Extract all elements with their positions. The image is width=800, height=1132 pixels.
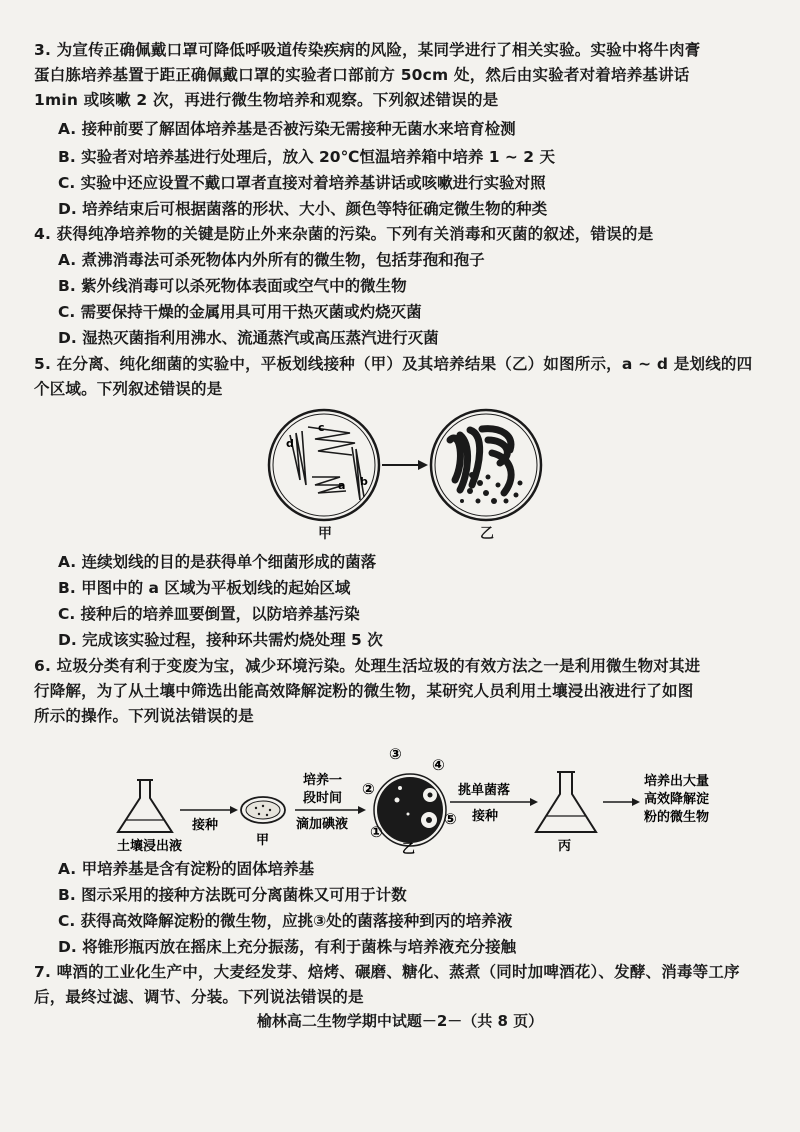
q6-line-3: 所示的操作。下列说法错误的是 bbox=[34, 707, 254, 725]
q6-option-c: C. 获得高效降解淀粉的微生物，应挑③处的菌落接种到丙的培养液 bbox=[58, 912, 513, 930]
dish-jia-label: 甲 bbox=[256, 833, 270, 848]
result-line-1: 培养出大量 bbox=[644, 774, 710, 789]
dish-jia bbox=[241, 797, 285, 823]
q6-line-2: 行降解，为了从土壤中筛选出能高效降解淀粉的微生物，某研究人员利用土壤浸出液进行了如图 bbox=[34, 682, 694, 700]
page-footer: 榆林高二生物学期中试题－2－（共 8 页） bbox=[256, 1012, 544, 1030]
plate-jia-label: 甲 bbox=[318, 526, 332, 542]
q4-option-b: B. 紫外线消毒可以杀死物体表面或空气中的微生物 bbox=[58, 277, 407, 295]
q3-option-d: D. 培养结束后可根据菌落的形状、大小、颜色等特征确定微生物的种类 bbox=[58, 200, 548, 218]
arrow-1-head bbox=[230, 806, 238, 814]
q7-line-1: 7. 啤酒的工业化生产中，大麦经发芽、焙烤、碾磨、糖化、蒸煮（同时加啤酒花）、发酵、消毒等工序 bbox=[34, 963, 740, 981]
q6-option-a: A. 甲培养基是含有淀粉的固体培养基 bbox=[58, 860, 315, 878]
q4-option-c: C. 需要保持干燥的金属用具可用干热灭菌或灼烧灭菌 bbox=[58, 303, 422, 321]
q3-option-c: C. 实验中还应设置不戴口罩者直接对着培养基讲话或咳嗽进行实验对照 bbox=[58, 174, 546, 192]
region-label-d: d bbox=[286, 437, 294, 450]
plate-jia bbox=[269, 410, 379, 520]
arrow-3-head bbox=[530, 798, 538, 806]
question-7-stem bbox=[34, 960, 774, 1010]
region-label-b: b bbox=[360, 475, 368, 488]
q3-line-1: 3. 为宣传正确佩戴口罩可降低呼吸道传染疾病的风险，某同学进行了相关实验。实验中将牛肉膏 bbox=[34, 41, 701, 59]
q5-streak-plate-figure bbox=[260, 405, 560, 545]
iodine-label: 滴加碘液 bbox=[296, 817, 349, 832]
q6-workflow-figure bbox=[100, 740, 720, 860]
q5-line-2: 个区域。下列叙述错误的是 bbox=[34, 380, 223, 398]
arrow-4-head bbox=[632, 798, 640, 806]
inoculate-label-1: 接种 bbox=[192, 818, 219, 833]
q5-option-b: B. 甲图中的 a 区域为平板划线的起始区域 bbox=[58, 579, 351, 597]
site-4: ④ bbox=[432, 756, 445, 774]
flask-bing-label: 丙 bbox=[558, 839, 572, 854]
q4-line-1: 4. 获得纯净培养物的关键是防止外来杂菌的污染。下列有关消毒和灭菌的叙述，错误的是 bbox=[34, 225, 654, 243]
plate-arrow-head bbox=[418, 460, 428, 470]
dish-yi-label: 乙 bbox=[402, 842, 416, 857]
dish-yi bbox=[374, 774, 446, 846]
result-line-3: 粉的微生物 bbox=[644, 810, 710, 825]
q7-line-2: 后，最终过滤、调节、分装。下列说法错误的是 bbox=[34, 988, 364, 1006]
plate-yi-label: 乙 bbox=[480, 526, 494, 542]
site-3: ③ bbox=[389, 745, 402, 763]
arrow-2-head bbox=[358, 806, 366, 814]
question-4-stem bbox=[34, 222, 774, 247]
q4-option-a: A. 煮沸消毒法可杀死物体内外所有的微生物，包括芽孢和孢子 bbox=[58, 251, 485, 269]
q5-option-d: D. 完成该实验过程，接种环共需灼烧处理 5 次 bbox=[58, 631, 383, 649]
q6-option-b: B. 图示采用的接种方法既可分离菌株又可用于计数 bbox=[58, 886, 407, 904]
soil-label: 土壤浸出液 bbox=[117, 839, 183, 854]
result-line-2: 高效降解淀 bbox=[644, 792, 710, 807]
plate-yi bbox=[431, 410, 541, 520]
region-label-a: a bbox=[338, 479, 346, 492]
site-2: ② bbox=[362, 780, 375, 798]
q4-option-d: D. 湿热灭菌指利用沸水、流通蒸汽或高压蒸汽进行灭菌 bbox=[58, 329, 439, 347]
question-6-stem bbox=[34, 654, 774, 729]
question-5-stem bbox=[34, 352, 774, 402]
culture-label-2: 段时间 bbox=[303, 791, 343, 806]
q3-option-a: A. 接种前要了解固体培养基是否被污染无需接种无菌水来培育检测 bbox=[58, 120, 516, 138]
site-5: ⑤ bbox=[444, 810, 457, 828]
q5-option-c: C. 接种后的培养皿要倒置，以防培养基污染 bbox=[58, 605, 360, 623]
culture-label-1: 培养一 bbox=[303, 773, 343, 788]
question-3-stem bbox=[34, 38, 774, 113]
q6-option-d: D. 将锥形瓶丙放在摇床上充分振荡，有利于菌株与培养液充分接触 bbox=[58, 938, 517, 956]
q3-line-3: 1min 或咳嗽 2 次，再进行微生物培养和观察。下列叙述错误的是 bbox=[34, 91, 499, 109]
site-1: ① bbox=[370, 823, 383, 841]
flask-soil bbox=[118, 780, 172, 832]
q5-line-1: 5. 在分离、纯化细菌的实验中，平板划线接种（甲）及其培养结果（乙）如图所示，a ~ d 是划线的四 bbox=[34, 355, 753, 373]
q6-line-1: 6. 垃圾分类有利于变废为宝，减少环境污染。处理生活垃圾的有效方法之一是利用微生物对其进 bbox=[34, 657, 701, 675]
q5-option-a: A. 连续划线的目的是获得单个细菌形成的菌落 bbox=[58, 553, 377, 571]
pick-label: 挑单菌落 bbox=[458, 783, 511, 798]
region-label-c: c bbox=[318, 421, 325, 434]
q3-option-b: B. 实验者对培养基进行处理后，放入 20℃恒温培养箱中培养 1 ~ 2 天 bbox=[58, 148, 555, 166]
q3-line-2: 蛋白胨培养基置于距正确佩戴口罩的实验者口部前方 50cm 处，然后由实验者对着培养基讲话 bbox=[34, 66, 690, 84]
flask-bing bbox=[536, 772, 596, 832]
inoculate-label-2: 接种 bbox=[472, 809, 499, 824]
